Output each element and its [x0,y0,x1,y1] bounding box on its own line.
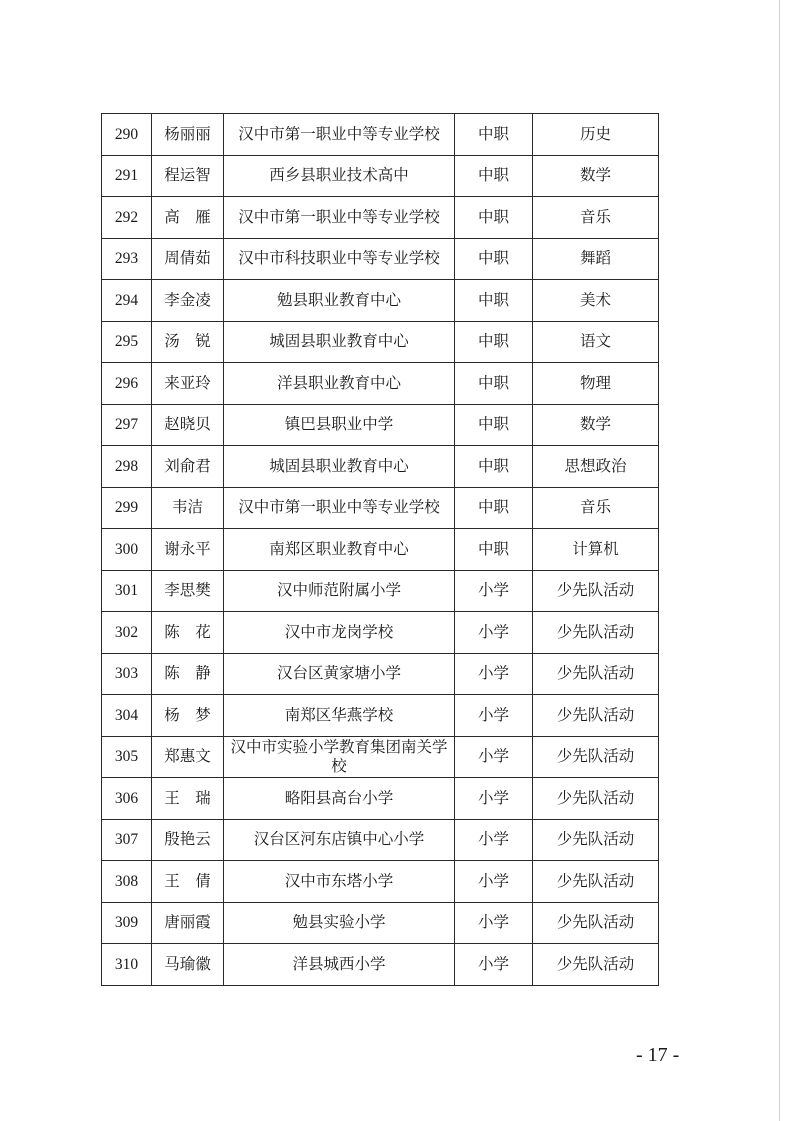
teacher-name-cell: 高 雁 [152,197,224,239]
school-cell: 洋县城西小学 [224,944,455,986]
row-number-cell: 291 [102,155,152,197]
school-level-cell: 中职 [455,280,533,322]
row-number-cell: 308 [102,861,152,903]
row-number-cell: 298 [102,446,152,488]
subject-cell: 数学 [533,404,659,446]
table-row [102,902,659,944]
school-level-cell: 小学 [455,861,533,903]
teacher-name-cell: 赵晓贝 [152,404,224,446]
school-level-cell: 中职 [455,197,533,239]
row-number-cell: 299 [102,487,152,529]
subject-cell: 少先队活动 [533,778,659,820]
school-level-cell: 中职 [455,446,533,488]
school-level-cell: 小学 [455,570,533,612]
teacher-name-cell: 刘俞君 [152,446,224,488]
school-level-cell: 中职 [455,487,533,529]
table-row [102,446,659,488]
school-cell: 勉县实验小学 [224,902,455,944]
teacher-name-cell: 陈 花 [152,612,224,654]
table-row [102,695,659,737]
page-edge-line [779,0,780,1121]
row-number-cell: 297 [102,404,152,446]
school-level-cell: 中职 [455,363,533,405]
school-level-cell: 小学 [455,819,533,861]
subject-cell: 音乐 [533,487,659,529]
school-level-cell: 中职 [455,321,533,363]
row-number-cell: 307 [102,819,152,861]
table-row [102,114,659,156]
school-cell: 略阳县高台小学 [224,778,455,820]
teacher-name-cell: 郑惠文 [152,736,224,778]
table-row [102,778,659,820]
teacher-name-cell: 唐丽霞 [152,902,224,944]
school-cell: 城固县职业教育中心 [224,321,455,363]
school-cell: 汉中市东塔小学 [224,861,455,903]
table-row [102,280,659,322]
teacher-name-cell: 周倩茹 [152,238,224,280]
subject-cell: 少先队活动 [533,653,659,695]
subject-cell: 数学 [533,155,659,197]
school-level-cell: 中职 [455,114,533,156]
teacher-name-cell: 杨 梦 [152,695,224,737]
school-level-cell: 小学 [455,695,533,737]
table-row [102,861,659,903]
school-cell: 汉中市实验小学教育集团南关学校 [224,736,455,778]
row-number-cell: 290 [102,114,152,156]
row-number-cell: 310 [102,944,152,986]
table-row [102,197,659,239]
school-cell: 城固县职业教育中心 [224,446,455,488]
page-number: - 17 - [636,1044,680,1066]
subject-cell: 少先队活动 [533,944,659,986]
school-cell: 南郑区华燕学校 [224,695,455,737]
subject-cell: 舞蹈 [533,238,659,280]
subject-cell: 历史 [533,114,659,156]
school-cell: 洋县职业教育中心 [224,363,455,405]
table-row [102,155,659,197]
row-number-cell: 300 [102,529,152,571]
row-number-cell: 304 [102,695,152,737]
table-row [102,238,659,280]
subject-cell: 语文 [533,321,659,363]
school-level-cell: 小学 [455,778,533,820]
school-level-cell: 小学 [455,653,533,695]
teacher-name-cell: 韦洁 [152,487,224,529]
table-row [102,944,659,986]
teacher-name-cell: 陈 静 [152,653,224,695]
school-level-cell: 中职 [455,155,533,197]
school-level-cell: 小学 [455,944,533,986]
school-level-cell: 小学 [455,612,533,654]
roster-table-body [102,114,659,986]
table-row [102,529,659,571]
school-cell: 汉台区黄家塘小学 [224,653,455,695]
school-cell: 汉中师范附属小学 [224,570,455,612]
school-cell: 勉县职业教育中心 [224,280,455,322]
teacher-name-cell: 谢永平 [152,529,224,571]
subject-cell: 少先队活动 [533,736,659,778]
school-cell: 汉中市第一职业中等专业学校 [224,114,455,156]
school-cell: 镇巴县职业中学 [224,404,455,446]
school-cell: 南郑区职业教育中心 [224,529,455,571]
table-row [102,819,659,861]
table-row [102,570,659,612]
table-row [102,321,659,363]
table-row [102,736,659,778]
teacher-name-cell: 来亚玲 [152,363,224,405]
school-level-cell: 小学 [455,736,533,778]
teacher-name-cell: 李思樊 [152,570,224,612]
subject-cell: 少先队活动 [533,570,659,612]
row-number-cell: 302 [102,612,152,654]
subject-cell: 物理 [533,363,659,405]
table-row [102,653,659,695]
teacher-name-cell: 杨丽丽 [152,114,224,156]
row-number-cell: 295 [102,321,152,363]
teacher-name-cell: 马瑜徽 [152,944,224,986]
row-number-cell: 296 [102,363,152,405]
school-level-cell: 小学 [455,902,533,944]
teacher-name-cell: 汤 锐 [152,321,224,363]
subject-cell: 少先队活动 [533,695,659,737]
subject-cell: 少先队活动 [533,819,659,861]
table-row [102,404,659,446]
school-cell: 汉中市第一职业中等专业学校 [224,197,455,239]
teacher-name-cell: 王 倩 [152,861,224,903]
school-cell: 汉中市科技职业中等专业学校 [224,238,455,280]
row-number-cell: 303 [102,653,152,695]
subject-cell: 计算机 [533,529,659,571]
subject-cell: 少先队活动 [533,902,659,944]
row-number-cell: 301 [102,570,152,612]
school-cell: 汉台区河东店镇中心小学 [224,819,455,861]
row-number-cell: 293 [102,238,152,280]
table-row [102,487,659,529]
subject-cell: 美术 [533,280,659,322]
school-level-cell: 中职 [455,404,533,446]
school-cell: 汉中市第一职业中等专业学校 [224,487,455,529]
subject-cell: 思想政治 [533,446,659,488]
table-row [102,363,659,405]
row-number-cell: 292 [102,197,152,239]
row-number-cell: 306 [102,778,152,820]
school-cell: 西乡县职业技术高中 [224,155,455,197]
row-number-cell: 294 [102,280,152,322]
school-cell: 汉中市龙岗学校 [224,612,455,654]
teacher-name-cell: 李金凌 [152,280,224,322]
teacher-name-cell: 王 瑞 [152,778,224,820]
subject-cell: 音乐 [533,197,659,239]
row-number-cell: 309 [102,902,152,944]
subject-cell: 少先队活动 [533,861,659,903]
school-level-cell: 中职 [455,238,533,280]
table-row [102,612,659,654]
row-number-cell: 305 [102,736,152,778]
teacher-name-cell: 殷艳云 [152,819,224,861]
teacher-name-cell: 程运智 [152,155,224,197]
roster-table [101,113,659,986]
subject-cell: 少先队活动 [533,612,659,654]
school-level-cell: 中职 [455,529,533,571]
